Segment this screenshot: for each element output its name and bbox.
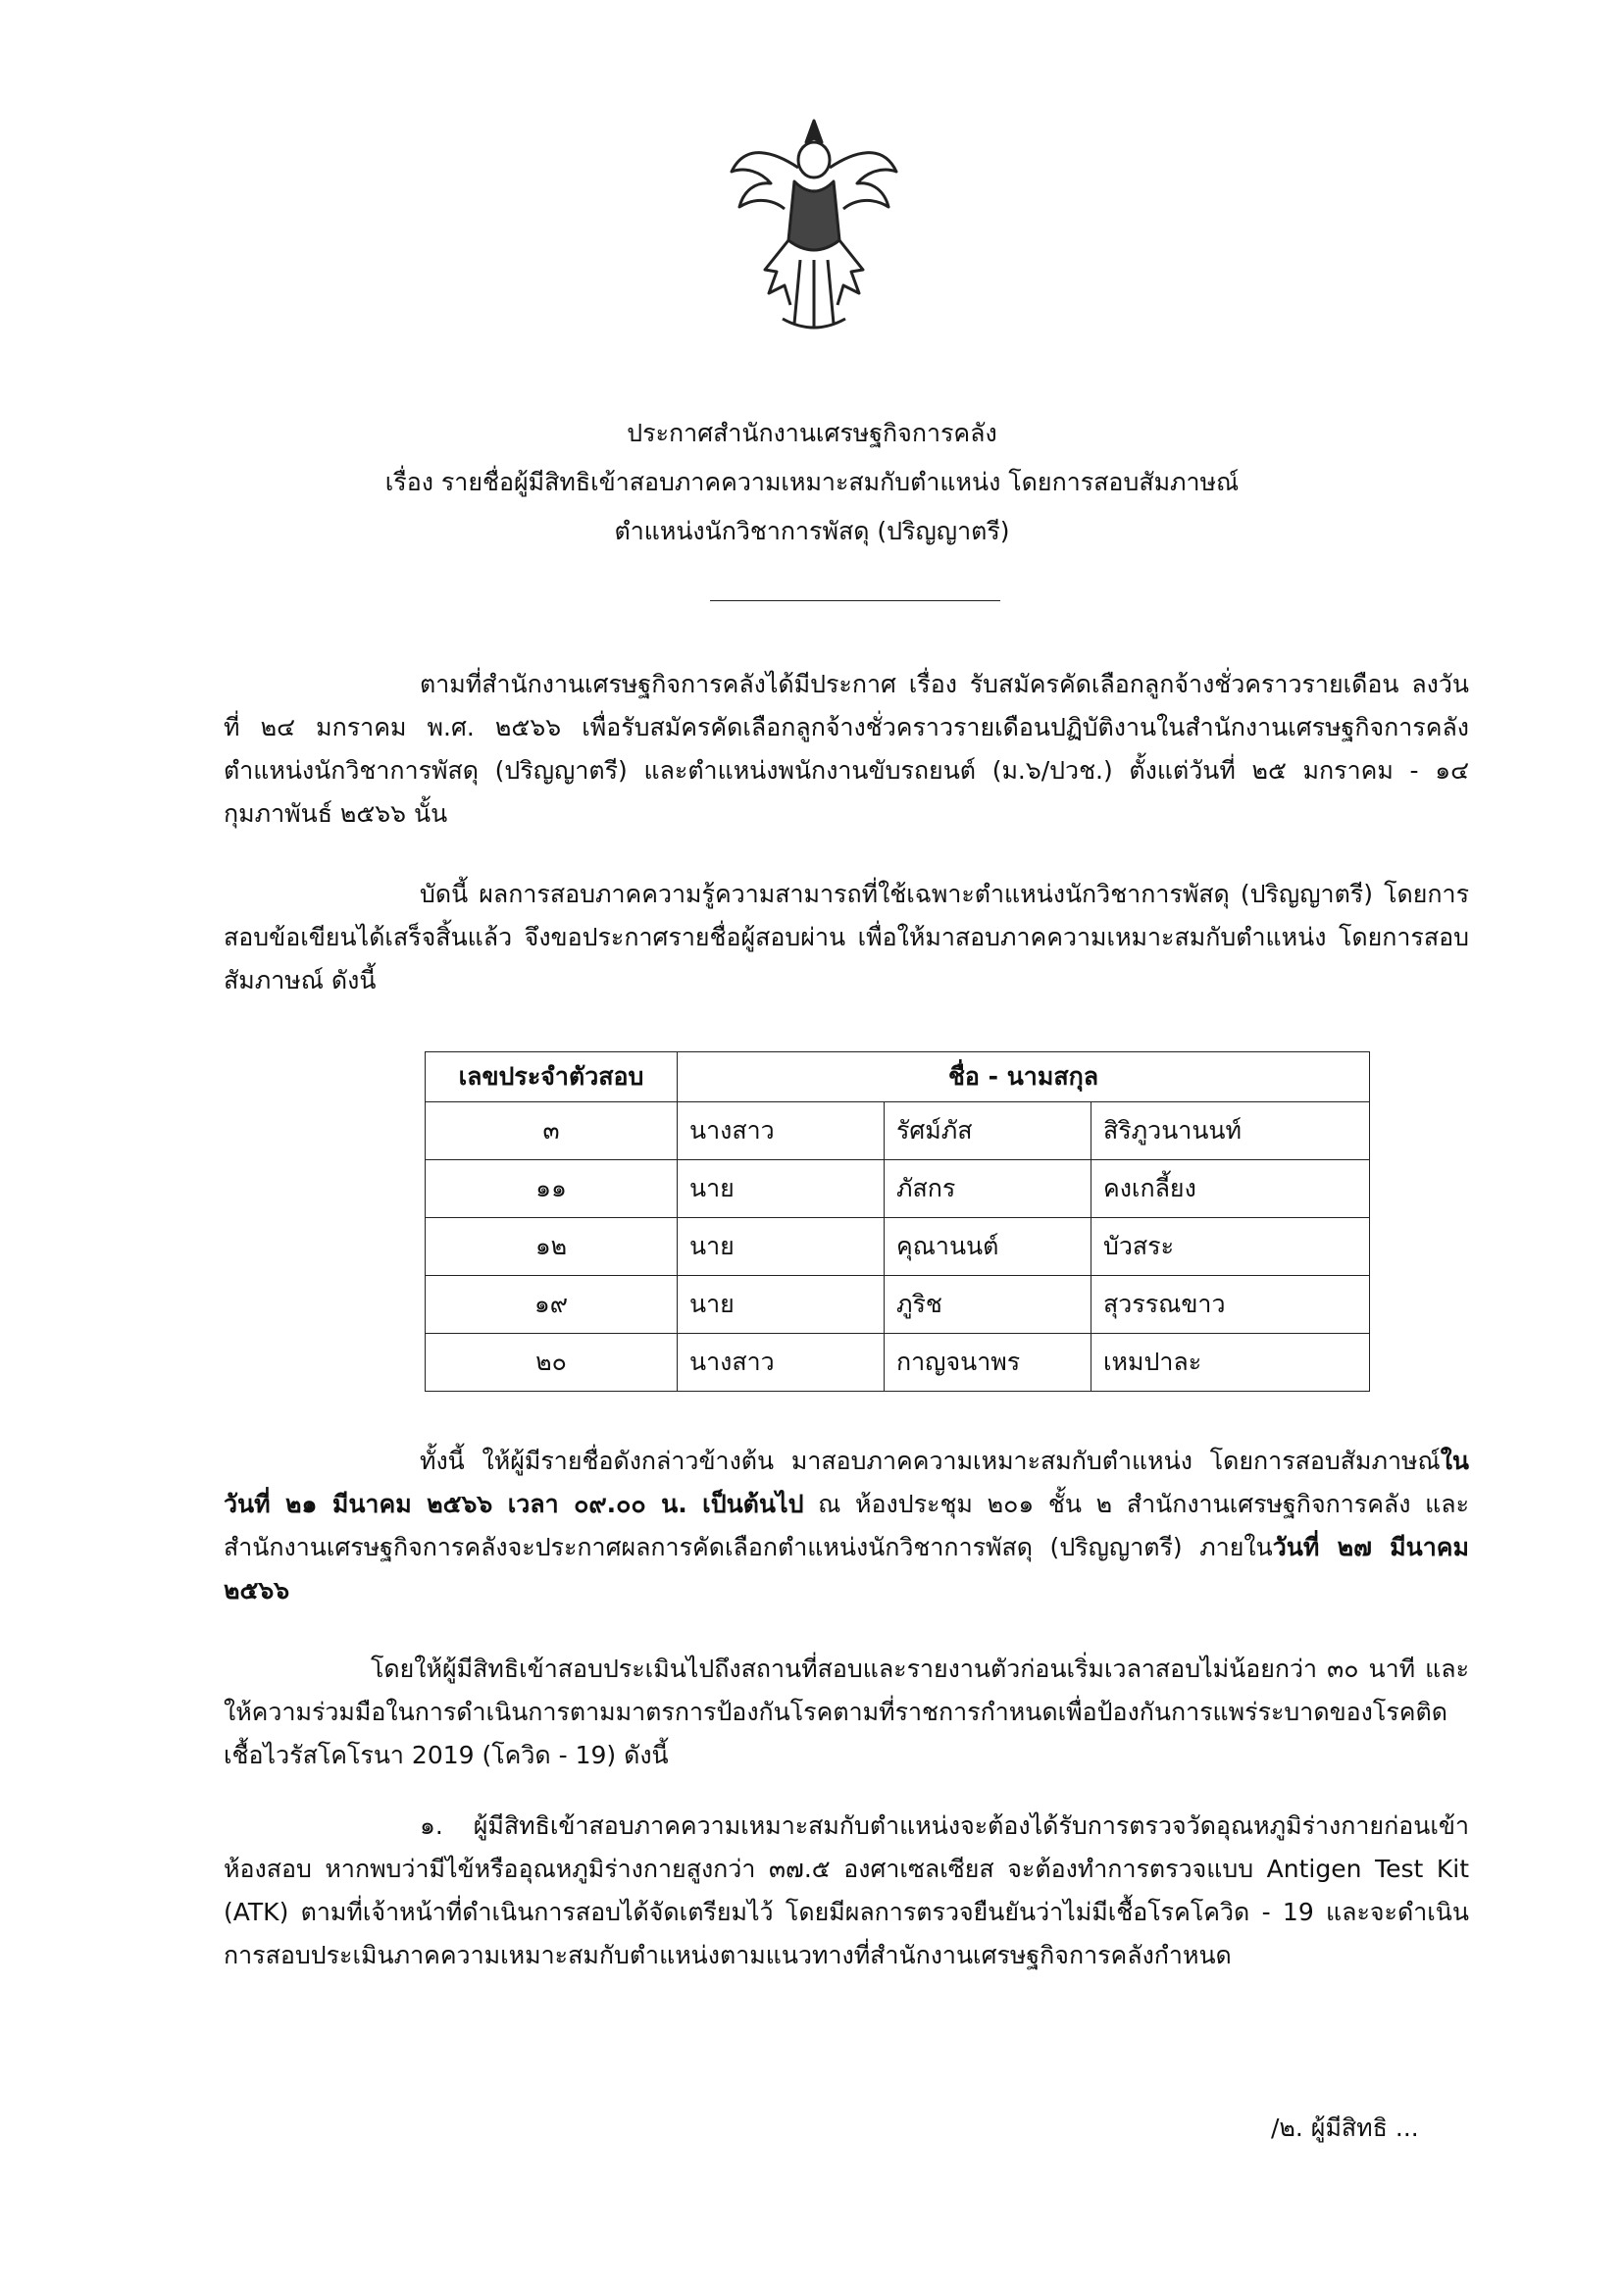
cell-last-name: เหมปาละ — [1091, 1334, 1370, 1392]
cell-last-name: สุวรรณขาว — [1091, 1276, 1370, 1334]
paragraph-2-text: บัดนี้ ผลการสอบภาคความรู้ความสามารถที่ใช้เฉพาะตำแหน่งนักวิชาการพัสดุ (ปริญญาตรี) โดยการสอบข้อเขียนได้เสร็จสิ้นแล้ว จึงขอประกาศรายชื่อผู้สอบผ่าน เพื่อให้มาสอบภาคความเหมาะสมกับตำแหน่ง โดยการสอบสัมภาษณ์ ดังนี้ — [224, 880, 1469, 994]
cell-title: นางสาว — [678, 1102, 885, 1160]
cell-title: นาย — [678, 1276, 885, 1334]
cell-exam-id: ๑๙ — [426, 1276, 678, 1334]
candidate-table — [425, 1051, 1370, 1392]
announcement-position: ตำแหน่งนักวิชาการพัสดุ (ปริญญาตรี) — [614, 517, 1010, 545]
paragraph-5 — [224, 1805, 1469, 1977]
table-row — [426, 1218, 1370, 1276]
cell-first-name: รัศม์ภัส — [885, 1102, 1091, 1160]
table-row — [426, 1334, 1370, 1392]
cell-exam-id: ๑๑ — [426, 1160, 678, 1218]
cell-first-name: ภัสกร — [885, 1160, 1091, 1218]
cell-last-name: บัวสระ — [1091, 1218, 1370, 1276]
paragraph-1-text: ตามที่สำนักงานเศรษฐกิจการคลังได้มีประกาศ เรื่อง รับสมัครคัดเลือกลูกจ้างชั่วคราวรายเดือน ลงวันที่ ๒๔ มกราคม พ.ศ. ๒๕๖๖ เพื่อรับสมัครคัดเลือกลูกจ้างชั่วคราวรายเดือนปฏิบัติงานในสำนักงานเศรษฐกิจการคลัง ตำแหน่งนักวิชาการพัสดุ (ปริญญาตรี) และตำแหน่งพนักงานขับรถยนต์ (ม.๖/ปวช.) ตั้งแต่วันที่ ๒๕ มกราคม - ๑๔ กุมภาพันธ์ ๒๕๖๖ นั้น — [224, 670, 1469, 828]
title-divider — [710, 600, 1000, 601]
cell-last-name: สิริภูวนานนท์ — [1091, 1102, 1370, 1160]
cell-last-name: คงเกลี้ยง — [1091, 1160, 1370, 1218]
paragraph-3-text-a: ทั้งนี้ ให้ผู้มีรายชื่อดังกล่าวข้างต้น มาสอบภาคความเหมาะสมกับตำแหน่ง โดยการสอบสัมภาษณ์ — [420, 1447, 1441, 1475]
header-full-name: ชื่อ - นามสกุล — [678, 1052, 1370, 1102]
page-continuation: /๒. ผู้มีสิทธิ ... — [1271, 2114, 1419, 2142]
garuda-emblem-icon — [726, 113, 902, 338]
cell-first-name: กาญจนาพร — [885, 1334, 1091, 1392]
paragraph-2 — [224, 873, 1469, 1002]
paragraph-4-text: โดยให้ผู้มีสิทธิเข้าสอบประเมินไปถึงสถานที่สอบและรายงานตัวก่อนเริ่มเวลาสอบไม่น้อยกว่า ๓๐ นาที และให้ความร่วมมือในการดำเนินการตามมาตรการป้องกันโรคตามที่ราชการกำหนดเพื่อป้องกันการแพร่ระบาดของโรคติดเชื้อไวรัสโคโรนา 2019 (โควิด - 19) ดังนี้ — [224, 1655, 1469, 1769]
table-header-row — [426, 1052, 1370, 1102]
cell-exam-id: ๑๒ — [426, 1218, 678, 1276]
cell-title: นาย — [678, 1218, 885, 1276]
table-row — [426, 1102, 1370, 1160]
paragraph-1 — [224, 663, 1469, 836]
table-row — [426, 1276, 1370, 1334]
announcement-title: ประกาศสำนักงานเศรษฐกิจการคลัง — [627, 419, 997, 447]
header-exam-id: เลขประจำตัวสอบ — [426, 1052, 678, 1102]
paragraph-3-text-c: ณ ห้องประชุม ๒๐๑ ชั้น ๒ สำนักงานเศรษฐกิจการคลัง และสำนักงานเศรษฐกิจการคลังจะประกาศผลการคัดเลือกตำแหน่งนักวิชาการพัสดุ (ปริญญาตรี) ภายใน — [224, 1490, 1469, 1561]
announcement-subject: เรื่อง รายชื่อผู้มีสิทธิเข้าสอบภาคความเหมาะสมกับตำแหน่ง โดยการสอบสัมภาษณ์ — [384, 468, 1240, 496]
cell-title: นาย — [678, 1160, 885, 1218]
paragraph-4 — [224, 1648, 1469, 1777]
cell-first-name: คุณานนต์ — [885, 1218, 1091, 1276]
cell-first-name: ภูริช — [885, 1276, 1091, 1334]
interview-date: ในวันที่ ๒๑ มีนาคม ๒๕๖๖ เวลา ๐๙.๐๐ น. เป็นต้นไป — [224, 1447, 1469, 1518]
paragraph-5-text: ๑. ผู้มีสิทธิเข้าสอบภาคความเหมาะสมกับตำแหน่งจะต้องได้รับการตรวจวัดอุณหภูมิร่างกายก่อนเข้าห้องสอบ หากพบว่ามีไข้หรืออุณหภูมิร่างกายสูงกว่า ๓๗.๕ องศาเซลเซียส จะต้องทำการตรวจแบบ Antigen Test Kit (ATK) ตามที่เจ้าหน้าที่ดำเนินการสอบได้จัดเตรียมไว้ โดยมีผลการตรวจยืนยันว่าไม่มีเชื้อโรคโควิด - 19 และจะดำเนินการสอบประเมินภาคความเหมาะสมกับตำแหน่งตามแนวทางที่สำนักงานเศรษฐกิจการคลังกำหนด — [224, 1811, 1469, 1969]
cell-title: นางสาว — [678, 1334, 885, 1392]
paragraph-3 — [224, 1440, 1469, 1612]
table-row — [426, 1160, 1370, 1218]
cell-exam-id: ๒๐ — [426, 1334, 678, 1392]
cell-exam-id: ๓ — [426, 1102, 678, 1160]
result-date: วันที่ ๒๗ มีนาคม ๒๕๖๖ — [224, 1533, 1469, 1605]
